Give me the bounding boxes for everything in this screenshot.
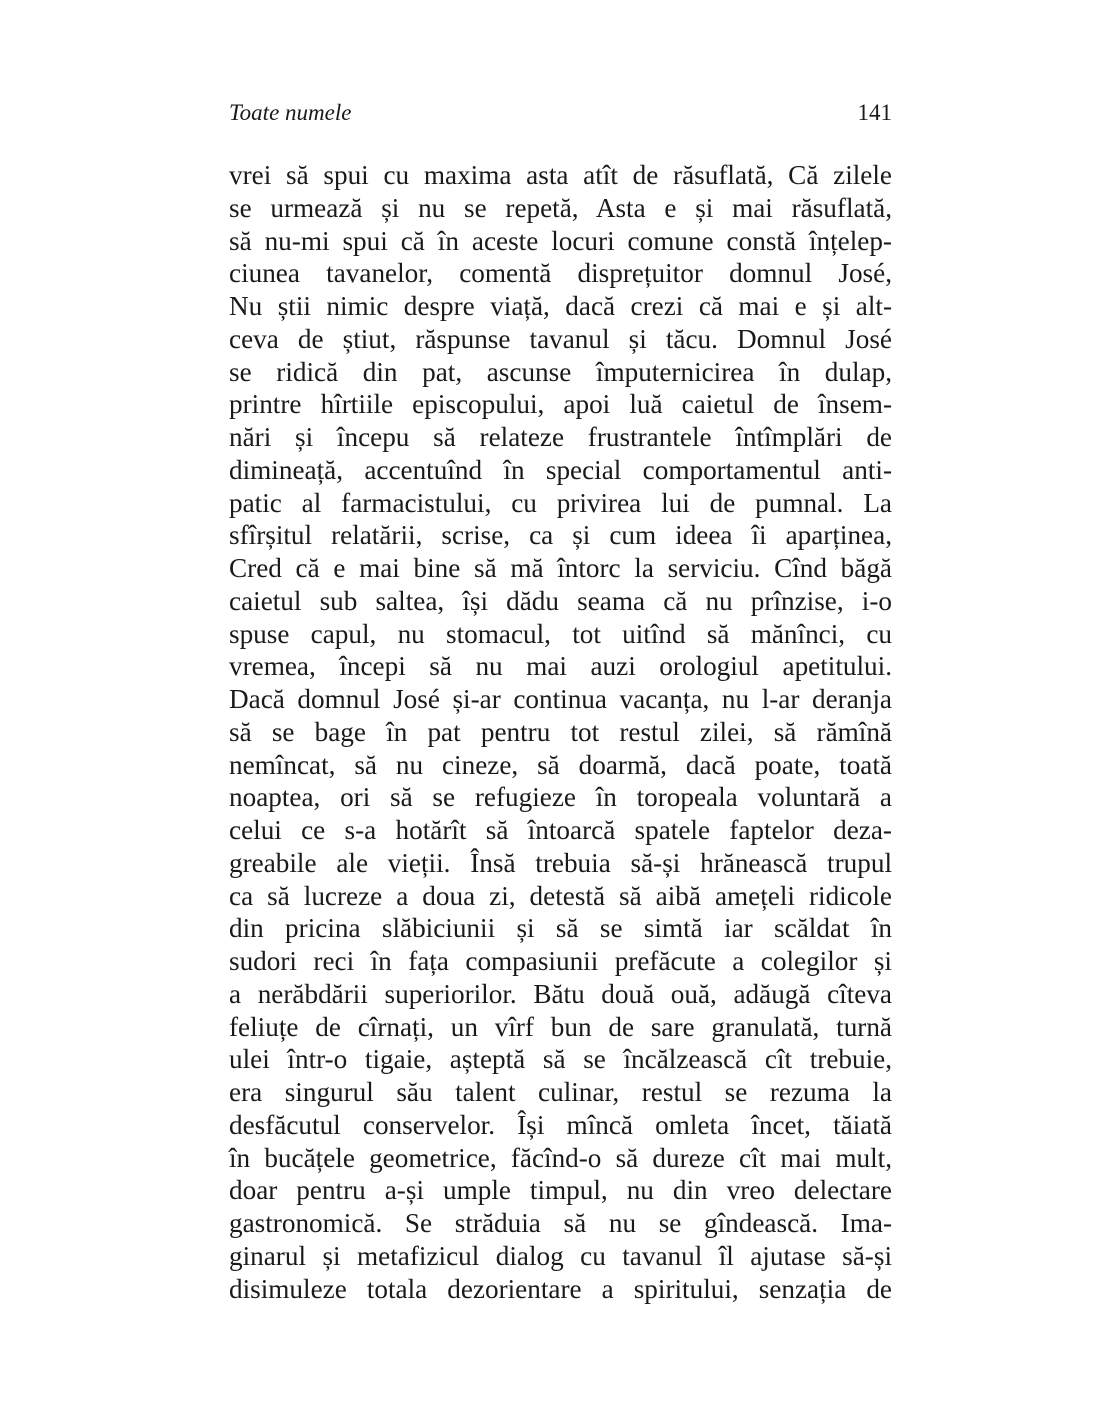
text-line: noaptea, ori să se refugieze în toropeala voluntară a bbox=[229, 782, 892, 813]
text-line: era singurul său talent culinar, restul se rezuma la bbox=[229, 1077, 892, 1107]
text-line: a nerăbdării superiorilor. Bătu două ouă, adăugă cîteva bbox=[229, 978, 892, 1009]
text-line: nări și începu să relateze frustrantele întîmplări de bbox=[229, 422, 892, 452]
text-line: patic al farmacistului, cu privirea lui de pumnal. La bbox=[229, 487, 892, 518]
text-line: să se bage în pat pentru tot restul zilei, să rămînă bbox=[229, 716, 892, 747]
text-line: sudori reci în fața compasiunii prefăcute a colegilor și bbox=[229, 946, 892, 976]
running-title: Toate numele bbox=[229, 100, 352, 125]
text-line: disimuleze totala dezorientare a spiritului, senzația de bbox=[229, 1273, 892, 1304]
text-line: caietul sub saltea, își dădu seama că nu prînzise, i-o bbox=[229, 585, 892, 616]
text-line: ginarul și metafizicul dialog cu tavanul îl ajutase să-și bbox=[229, 1240, 892, 1271]
text-line: sfîrșitul relatării, scrise, ca și cum ideea îi aparținea, bbox=[229, 520, 892, 551]
text-line: nemîncat, să nu cineze, să doarmă, dacă poate, toată bbox=[229, 749, 892, 780]
book-page bbox=[229, 96, 892, 1305]
text-line: ulei într-o tigaie, așteptă să se încălzească cît trebuie, bbox=[229, 1044, 892, 1075]
text-line: ciunea tavanelor, comentă disprețuitor domnul José, bbox=[229, 258, 892, 289]
text-line: să nu-mi spui că în aceste locuri comune constă înțelep- bbox=[229, 225, 892, 256]
running-header bbox=[229, 96, 892, 130]
text-line: feliuțe de cîrnați, un vîrf bun de sare granulată, turnă bbox=[229, 1011, 892, 1042]
text-line: ca să lucreze a doua zi, detestă să aibă amețeli ridicole bbox=[229, 880, 892, 911]
body-text bbox=[229, 159, 892, 1305]
text-line: doar pentru a-și umple timpul, nu din vreo delectare bbox=[229, 1175, 892, 1206]
text-line: ceva de știut, răspunse tavanul și tăcu. Domnul José bbox=[229, 323, 892, 354]
text-line: din pricina slăbiciunii și să se simtă iar scăldat în bbox=[229, 913, 892, 944]
text-line: vremea, începi să nu mai auzi orologiul apetitului. bbox=[229, 651, 892, 682]
text-line: Nu știi nimic despre viață, dacă crezi că mai e și alt- bbox=[229, 291, 892, 321]
text-line: se ridică din pat, ascunse împuternicirea în dulap, bbox=[229, 356, 892, 387]
text-line: celui ce s-a hotărît să întoarcă spatele faptelor deza- bbox=[229, 815, 892, 845]
text-line: în bucățele geometrice, făcînd-o să dureze cît mai mult, bbox=[229, 1142, 892, 1173]
page-number: 141 bbox=[857, 100, 892, 125]
text-line: dimineață, accentuînd în special comportamentul anti- bbox=[229, 454, 892, 485]
text-line: greabile ale vieții. Însă trebuia să-și hrănească trupul bbox=[229, 847, 892, 878]
text-line: se urmează și nu se repetă, Asta e și mai răsuflată, bbox=[229, 192, 892, 223]
text-line: spuse capul, nu stomacul, tot uitînd să mănînci, cu bbox=[229, 618, 892, 649]
text-line: vrei să spui cu maxima asta atît de răsuflată, Că zilele bbox=[229, 160, 892, 190]
text-line: Cred că e mai bine să mă întorc la serviciu. Cînd băgă bbox=[229, 553, 892, 583]
text-line: desfăcutul conservelor. Își mîncă omleta încet, tăiată bbox=[229, 1109, 892, 1140]
text-line: printre hîrtiile episcopului, apoi luă caietul de însem- bbox=[229, 389, 892, 420]
text-line: gastronomică. Se străduia să nu se gîndească. Ima- bbox=[229, 1208, 892, 1238]
text-line: Dacă domnul José și-ar continua vacanța, nu l-ar deranja bbox=[229, 684, 892, 714]
